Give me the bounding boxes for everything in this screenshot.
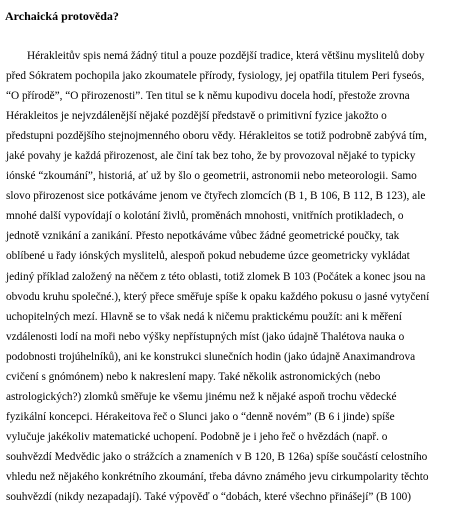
text-line: astrologických?) zlomků směřuje ke všemu jinému než k nějaké aspoň trochu vědecké [6,390,397,403]
text-line: jednotě vznikání a zanikání. Přesto nepotkáváme vůbec žádné geometrické poučky, tak [6,230,400,243]
text-line: před Sókratem pochopila jako zkoumatele přírody, fysiology, jej opatřila titulem Peri fyseós, [6,70,425,83]
text-line: jaké povahy je každá přirozenost, ale činí tak bez toho, že by provozoval nějaké to typicky [6,150,416,163]
body-paragraph [6,50,458,511]
text-line: oblíbené u řady iónských myslitelů, alespoň pokud nebudeme úzce geometricky vykládat [6,250,410,263]
text-line: Hérakleitův spis nemá žádný titul a pouze pozdější tradice, která většinu myslitelů doby [27,50,425,62]
text-line: jediný příklad založený na něčem z této oblasti, totiž zlomek B 103 (Počátek a konec jsou na [6,270,426,283]
text-line: souhvězdí (nikdy nezapadají). Také výpověď o “dobách, které všechno přinášejí” (B 100) [6,491,412,504]
text-line: vhledu než nějakého konkrétního zkoumání, třeba dávno známého jevu cirkumpolarity těchto [6,470,429,483]
text-line: uchopitelných mezí. Hlavně se to však nedá k ničemu praktickému použít: ani k měření [6,310,402,323]
section-heading: Archaická protověda? [5,9,119,23]
text-line: vzdálenosti lodí na moři nebo výšky nepřístupných míst (jako údajně Thalétova nauka o [6,330,405,343]
text-line: iónské “zkoumání”, historiá, ať už by šlo o geometrii, astronomii nebo meteorologii. Samo [6,170,417,183]
text-line: “O přírodě”, “O přirozenosti”. Ten titul se k němu kupodivu docela hodí, přestože zrovna [6,90,410,103]
text-line: cvičení s gnómónem) nebo k nakreslení mapy. Také několik astronomických (nebo [6,370,381,383]
text-line: podobnosti trojúhelníků), ani ke konstrukci slunečních hodin (jako údajně Anaximandrova [6,350,416,363]
text-line: souhvězdí Medvědic jako o strážcích a znameních v B 120, B 126a) spíše součástí celostního [6,450,428,463]
text-line: předstupni pozdějšího stejnojmenného oboru vědy. Hérakleitos se totiž podrobně zabývá tím, [6,130,427,143]
text-line: fyzikální koncepci. Hérakeitova řeč o Slunci jako o “denně novém” (B 6 i jinde) spíše [6,410,395,423]
text-line: obvodu kruhu společné.), který přece směřuje spíše k opaku každého pokusu o jasné vytyčení [6,290,430,303]
text-line: slovo přirozenost sice potkáváme jenom ve čtyřech zlomcích (B 1, B 106, B 112, B 123), ale [6,190,426,203]
text-line: vylučuje jakékoliv matematické uchopení. Podobně je i jeho řeč o hvězdách (např. o [6,430,388,443]
text-line: Hérakleitos je nejvzdálenější nějaké pozdější představě o primitivní fyzice jakožto o [6,110,387,123]
text-line: mnohé další vypovídají o kolotání živlů, proměnách mnohosti, vnitřních protikladech, o [6,210,404,223]
